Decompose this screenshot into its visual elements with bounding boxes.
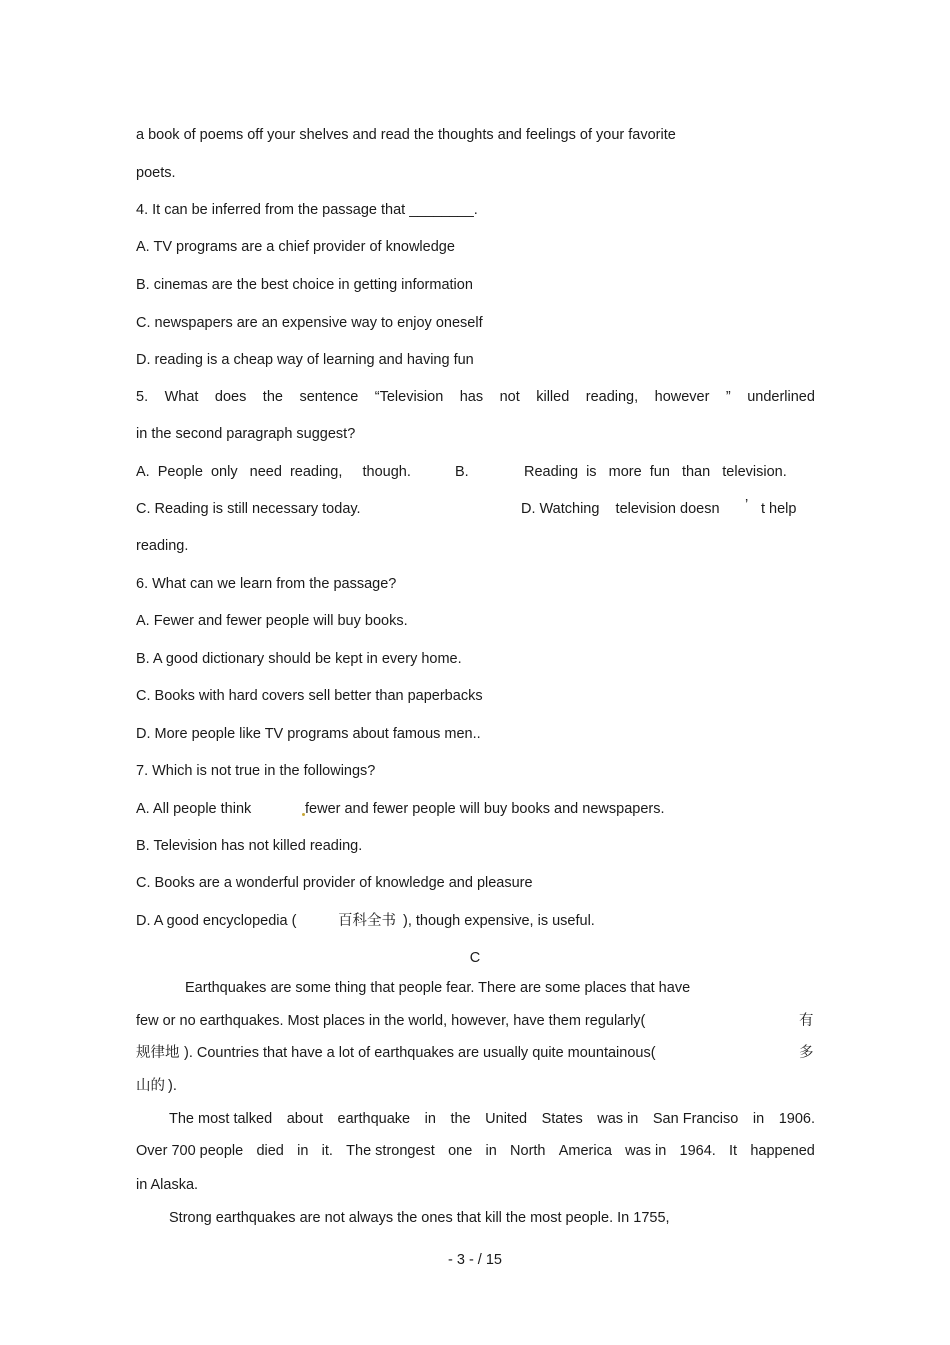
passage-c-p1-line-3-chinese: 规律地 — [136, 1045, 180, 1061]
p2-word: in — [424, 1111, 436, 1127]
passage-c-p2-line-3: in Alaska. — [136, 1177, 199, 1193]
question-4-option-c: C. newspapers are an expensive way to enjoy oneself — [136, 315, 483, 331]
p2-word: one — [448, 1143, 473, 1159]
question-5-option-d-tail: t help — [761, 501, 797, 517]
question-5-option-b-label: B. — [455, 464, 469, 480]
q5-word: has — [459, 389, 484, 405]
passage-c-p3-line-1: Strong earthquakes are not always the ones that kill the most people. In 1755, — [169, 1210, 670, 1226]
q5-word: killed — [536, 389, 570, 405]
question-6-option-d: D. More people like TV programs about famous men.. — [136, 726, 481, 742]
question-5-option-d-line-2: reading. — [136, 538, 189, 554]
question-6-stem: 6. What can we learn from the passage? — [136, 576, 397, 592]
question-6-option-b: B. A good dictionary should be kept in every home. — [136, 651, 462, 667]
p2-word: happened — [750, 1143, 815, 1159]
passage-c-p1-line-1: Earthquakes are some thing that people fear. There are some places that have — [185, 980, 691, 996]
passage-c-p2-line-1 — [169, 1110, 815, 1128]
p2-word: 1964. — [679, 1143, 716, 1159]
p2-word: The strongest — [346, 1143, 435, 1159]
passage-c-p1-line-4: ). — [168, 1078, 177, 1094]
q5-word: however — [654, 389, 710, 405]
question-6-option-c: C. Books with hard covers sell better than paperbacks — [136, 688, 483, 704]
p2-word: in — [485, 1143, 497, 1159]
passage-c-p1-line-3-chinese-end: 多 — [799, 1045, 814, 1061]
question-5-option-c: C. Reading is still necessary today. — [136, 501, 361, 517]
q5-word: underlined — [747, 389, 815, 405]
p2-word: States — [541, 1111, 583, 1127]
p2-word: about — [286, 1111, 323, 1127]
passage-c-p2-line-2 — [136, 1142, 815, 1160]
question-4-option-a: A. TV programs are a chief provider of knowledge — [136, 239, 455, 255]
passage-c-p1-line-3: ). Countries that have a lot of earthquakes are usually quite mountainous( — [184, 1045, 656, 1061]
question-5-option-d: D. Watching television doesn — [521, 501, 720, 517]
question-5-stem-line-2: in the second paragraph suggest? — [136, 426, 356, 442]
q5-word: 5. — [136, 389, 149, 405]
q5-word: “Television — [374, 389, 444, 405]
passage-b-line-2: poets. — [136, 165, 176, 181]
p2-word: It — [729, 1143, 738, 1159]
question-5-stem — [136, 388, 815, 406]
question-5-option-b-text: Reading is more fun than television. — [524, 464, 787, 480]
question-5-option-d-apostrophe: ’ — [745, 497, 749, 513]
question-7-option-a-tail: fewer and fewer people will buy books and newspapers. — [305, 801, 665, 817]
q5-word: sentence — [299, 389, 359, 405]
p2-word: was in — [625, 1143, 667, 1159]
question-4-option-d: D. reading is a cheap way of learning and having fun — [136, 352, 474, 368]
p2-word: United — [485, 1111, 528, 1127]
p2-word: earthquake — [337, 1111, 411, 1127]
question-5-option-a: A. People only need reading, though. — [136, 464, 411, 480]
question-7-option-b: B. Television has not killed reading. — [136, 838, 363, 854]
p2-word: was in — [597, 1111, 639, 1127]
p2-word: Over 700 people — [136, 1143, 244, 1159]
passage-c-p1-line-4-chinese: 山的 — [136, 1078, 165, 1094]
q5-word: not — [499, 389, 520, 405]
passage-b-line-1: a book of poems off your shelves and read the thoughts and feelings of your favorite — [136, 127, 676, 143]
q5-word: reading, — [585, 389, 639, 405]
p2-word: North — [510, 1143, 546, 1159]
question-7-option-d: D. A good encyclopedia ( — [136, 913, 297, 929]
p2-word: San Franciso — [652, 1111, 739, 1127]
passage-c-p1-line-2-chinese: 有 — [799, 1013, 814, 1029]
p2-word: in — [752, 1111, 765, 1127]
passage-c-p1-line-2: few or no earthquakes. Most places in the world, however, have them regularly( — [136, 1013, 646, 1029]
question-7-option-a: A. All people think — [136, 801, 252, 817]
passage-c-label: C — [469, 950, 481, 966]
p2-word: America — [558, 1143, 612, 1159]
question-7-stem: 7. Which is not true in the followings? — [136, 763, 376, 779]
question-4-stem: 4. It can be inferred from the passage that ________. — [136, 202, 478, 218]
q5-word: What — [164, 389, 199, 405]
question-7-option-d-tail: ), though expensive, is useful. — [403, 913, 595, 929]
question-7-option-c: C. Books are a wonderful provider of knowledge and pleasure — [136, 875, 533, 891]
p2-word: the — [450, 1111, 471, 1127]
p2-word: it. — [321, 1143, 333, 1159]
p2-word: died — [256, 1143, 284, 1159]
p2-word: in — [297, 1143, 309, 1159]
question-7-option-d-chinese: 百科全书 — [338, 913, 396, 929]
p2-word: The most talked — [169, 1111, 273, 1127]
page-number: - 3 - / 15 — [448, 1252, 502, 1268]
p2-word: 1906. — [778, 1111, 815, 1127]
question-4-option-b: B. cinemas are the best choice in getting information — [136, 277, 473, 293]
question-6-option-a: A. Fewer and fewer people will buy books. — [136, 613, 408, 629]
q5-word: ” — [725, 389, 731, 405]
q5-word: does — [214, 389, 247, 405]
q5-word: the — [262, 389, 283, 405]
